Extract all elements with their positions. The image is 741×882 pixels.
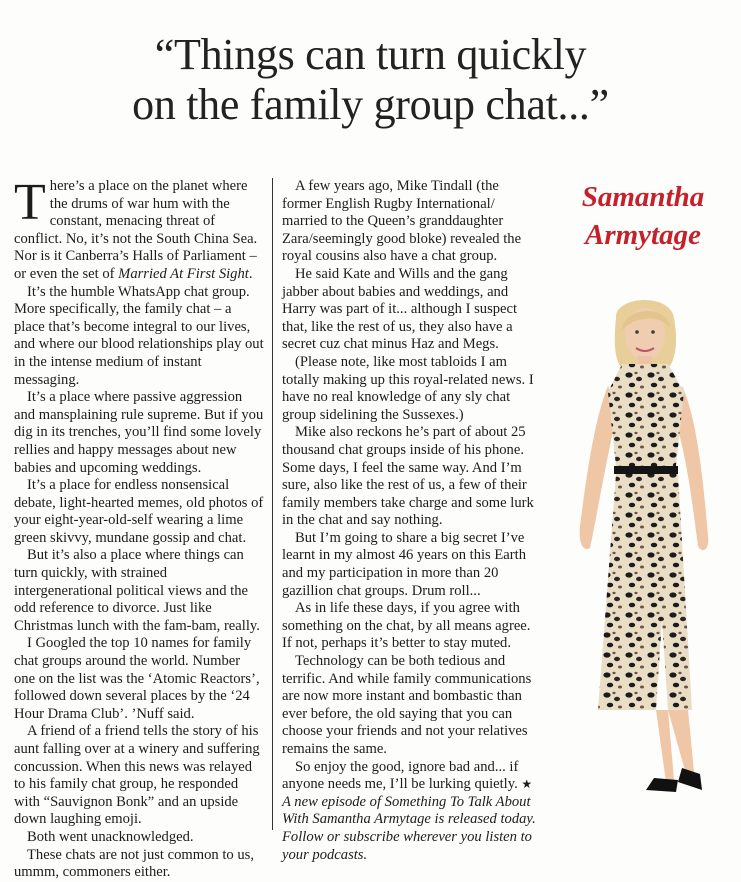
paragraph-text: So enjoy the good, ignore bad and... if anyone needs me, I’ll be lurking quietly.	[282, 758, 519, 793]
byline	[558, 178, 728, 254]
article-column-2	[282, 178, 537, 864]
byline-first-name: Samantha	[581, 181, 705, 213]
paragraph: It’s a place for endless nonsensical debate, light-hearted memes, old photos of your eight-year-old-self wearing a lime green skivvy, mundane gossip and chat.	[14, 477, 264, 546]
paragraph: Both went unacknowledged.	[27, 828, 194, 845]
end-star-icon: ★	[521, 777, 533, 792]
paragraph: I Googled the top 10 names for family chat groups around the world. Number one on the list was the ‘Atomic Reactors’, followed down several places by the ‘24 Hour Drama Club’. ’Nuff said.	[14, 635, 260, 722]
headline-line-1: “Things can turn quickly	[154, 30, 587, 79]
paragraph: Mike also reckons he’s part of about 25 thousand chat groups inside of his phone. Some days, I feel the same way. And I’m sure, also like the rest of us, a few of their family members take charge and some lurk in the chat and say nothing.	[282, 424, 534, 529]
paragraph-end: .	[248, 265, 253, 282]
drop-cap: T	[14, 174, 46, 231]
paragraph: A friend of a friend tells the story of his aunt falling over at a winery and suffering concussion. When this news was relayed to his family chat group, he responded with “Sauvignon Bonk” and an upside down laughing emoji.	[14, 723, 260, 828]
paragraph: It’s a place where passive aggression and mansplaining rule supreme. But if you dig in its trenches, you’ll find some lovely rellies and happy messages about new babies and upcoming weddings.	[14, 389, 264, 476]
headline-line-2: on the family group chat...”	[132, 80, 609, 129]
paragraph: These chats are not just common to us, ummm, commoners either.	[14, 846, 254, 881]
podcast-promo: A new episode of Something To Talk About With Samantha Armytage is released today. Follow or subscribe wherever you listen to your podcasts.	[282, 793, 536, 863]
column-divider	[272, 178, 273, 830]
paragraph: It’s the humble WhatsApp chat group. More specifically, the family chat – a place that’s become integral to our lives, and where our blood relationships play out in the intense medium of instant messaging.	[14, 283, 264, 388]
paragraph: (Please note, like most tabloids I am totally making up this royal-related news. I have no real knowledge of any sly chat group sidelining the Sussexes.)	[282, 353, 534, 423]
show-title: Married At First Sight	[118, 265, 249, 282]
paragraph: A few years ago, Mike Tindall (the former English Rugby International/ married to the Queen’s granddaughter Zara/seemingly good bloke) revealed the royal cousins also have a chat group.	[282, 178, 522, 265]
paragraph: As in life these days, if you agree with something on the chat, by all means agree. If not, perhaps it’s better to stay muted.	[282, 600, 531, 652]
paragraph	[282, 759, 537, 794]
headline	[0, 30, 741, 130]
paragraph: He said Kate and Wills and the gang jabber about babies and weddings, and Harry was part of it... although I suspect that, like the rest of us, they also have a secret cuz chat minus Haz and Megs.	[282, 265, 518, 353]
paragraph	[14, 174, 264, 284]
paragraph: Technology can be both tedious and terrific. And while family communications are now more instant and bombastic than ever before, the old saying that you can choose your friends and not your relatives remains the same.	[282, 653, 532, 757]
paragraph: But it’s also a place where things can turn quickly, with strained intergenerational political views and the odd reference to divorce. Just like Christmas lunch with the fam-bam, really.	[14, 547, 260, 634]
article-column-1	[14, 174, 264, 882]
paragraph: But I’m going to share a big secret I’ve learnt in my almost 46 years on this Earth and my participation in more than 20 gazillion chat groups. Drum roll...	[282, 529, 526, 599]
author-photo	[558, 290, 738, 810]
byline-last-name: Armytage	[585, 219, 701, 251]
paragraph-text: here’s a place on the planet where the drums of war hum with the constant, menacing threat of conflict. No, it’s not the South China Sea. Nor is it Canberra’s Halls of Parliament – or even the set of	[14, 178, 258, 282]
